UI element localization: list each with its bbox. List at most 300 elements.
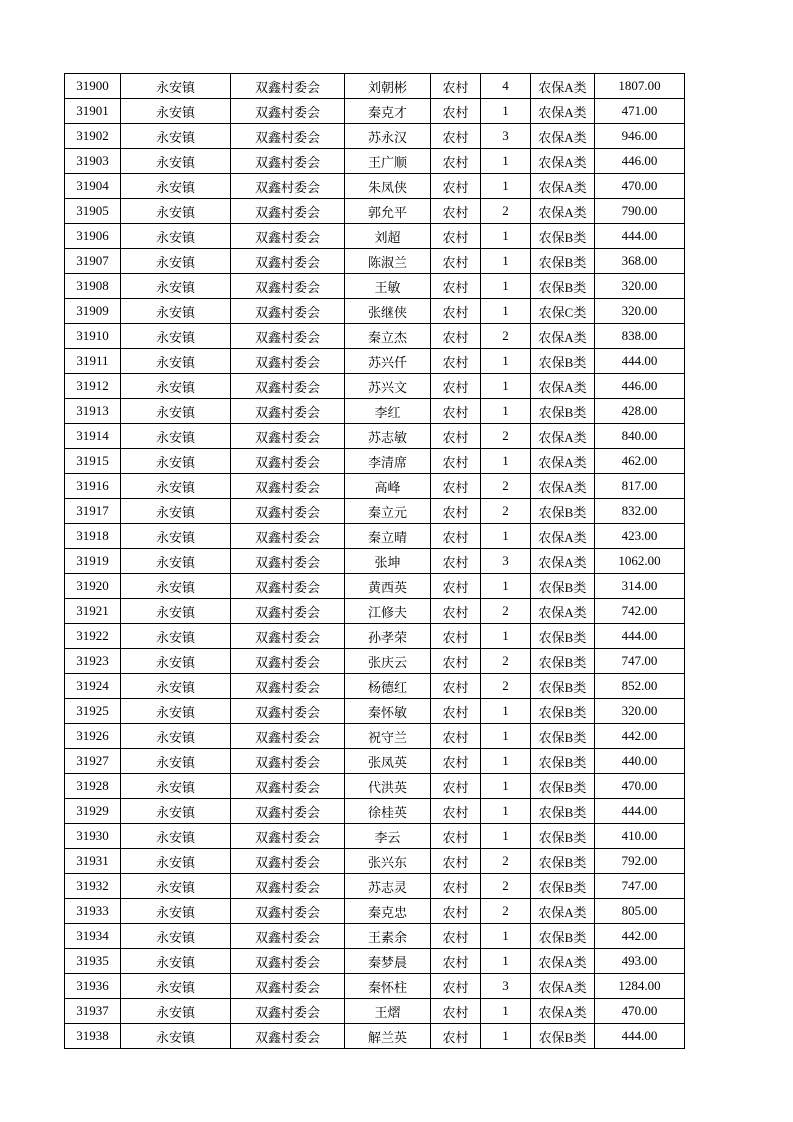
cell-village: 双鑫村委会 [231, 299, 345, 324]
cell-category: 农保C类 [531, 299, 595, 324]
cell-amount: 470.00 [595, 774, 685, 799]
cell-town: 永安镇 [121, 999, 231, 1024]
cell-category: 农保A类 [531, 124, 595, 149]
cell-amount: 840.00 [595, 424, 685, 449]
cell-name: 苏永汉 [345, 124, 431, 149]
cell-residence: 农村 [431, 724, 481, 749]
table-row [65, 874, 685, 899]
cell-town: 永安镇 [121, 824, 231, 849]
cell-residence: 农村 [431, 374, 481, 399]
cell-residence: 农村 [431, 799, 481, 824]
cell-amount: 314.00 [595, 574, 685, 599]
cell-id: 31912 [65, 374, 121, 399]
cell-count: 1 [481, 299, 531, 324]
cell-id: 31925 [65, 699, 121, 724]
table-row [65, 74, 685, 99]
table-row [65, 824, 685, 849]
cell-town: 永安镇 [121, 549, 231, 574]
cell-category: 农保A类 [531, 99, 595, 124]
cell-name: 解兰英 [345, 1024, 431, 1049]
table-row [65, 624, 685, 649]
cell-town: 永安镇 [121, 1024, 231, 1049]
cell-residence: 农村 [431, 599, 481, 624]
cell-name: 秦立晴 [345, 524, 431, 549]
cell-id: 31938 [65, 1024, 121, 1049]
cell-name: 秦怀敏 [345, 699, 431, 724]
cell-category: 农保B类 [531, 574, 595, 599]
cell-name: 苏志敏 [345, 424, 431, 449]
cell-amount: 832.00 [595, 499, 685, 524]
cell-count: 2 [481, 424, 531, 449]
cell-village: 双鑫村委会 [231, 349, 345, 374]
cell-village: 双鑫村委会 [231, 149, 345, 174]
cell-name: 陈淑兰 [345, 249, 431, 274]
cell-name: 黄西英 [345, 574, 431, 599]
cell-village: 双鑫村委会 [231, 274, 345, 299]
cell-village: 双鑫村委会 [231, 399, 345, 424]
cell-town: 永安镇 [121, 624, 231, 649]
table-row [65, 524, 685, 549]
cell-name: 高峰 [345, 474, 431, 499]
cell-residence: 农村 [431, 99, 481, 124]
cell-count: 1 [481, 224, 531, 249]
cell-amount: 470.00 [595, 999, 685, 1024]
cell-amount: 946.00 [595, 124, 685, 149]
cell-id: 31921 [65, 599, 121, 624]
cell-village: 双鑫村委会 [231, 999, 345, 1024]
cell-amount: 1062.00 [595, 549, 685, 574]
cell-village: 双鑫村委会 [231, 249, 345, 274]
cell-count: 1 [481, 699, 531, 724]
table-row [65, 649, 685, 674]
cell-count: 1 [481, 149, 531, 174]
table-row [65, 774, 685, 799]
cell-amount: 320.00 [595, 299, 685, 324]
cell-residence: 农村 [431, 449, 481, 474]
cell-category: 农保B类 [531, 624, 595, 649]
cell-count: 2 [481, 874, 531, 899]
cell-town: 永安镇 [121, 424, 231, 449]
cell-category: 农保B类 [531, 249, 595, 274]
cell-town: 永安镇 [121, 74, 231, 99]
cell-residence: 农村 [431, 924, 481, 949]
cell-count: 3 [481, 974, 531, 999]
cell-name: 王广顺 [345, 149, 431, 174]
cell-id: 31916 [65, 474, 121, 499]
table-row [65, 1024, 685, 1049]
cell-id: 31926 [65, 724, 121, 749]
cell-residence: 农村 [431, 624, 481, 649]
cell-village: 双鑫村委会 [231, 824, 345, 849]
cell-id: 31931 [65, 849, 121, 874]
cell-name: 李清席 [345, 449, 431, 474]
cell-amount: 442.00 [595, 924, 685, 949]
cell-residence: 农村 [431, 1024, 481, 1049]
cell-residence: 农村 [431, 249, 481, 274]
table-row [65, 224, 685, 249]
cell-name: 秦立杰 [345, 324, 431, 349]
cell-village: 双鑫村委会 [231, 1024, 345, 1049]
cell-count: 2 [481, 199, 531, 224]
cell-count: 1 [481, 824, 531, 849]
cell-village: 双鑫村委会 [231, 424, 345, 449]
cell-count: 1 [481, 174, 531, 199]
cell-residence: 农村 [431, 499, 481, 524]
table-row [65, 449, 685, 474]
cell-name: 苏兴仟 [345, 349, 431, 374]
cell-name: 李红 [345, 399, 431, 424]
cell-name: 杨德红 [345, 674, 431, 699]
table-row [65, 599, 685, 624]
cell-village: 双鑫村委会 [231, 74, 345, 99]
cell-residence: 农村 [431, 699, 481, 724]
cell-town: 永安镇 [121, 524, 231, 549]
cell-category: 农保B类 [531, 749, 595, 774]
cell-category: 农保B类 [531, 499, 595, 524]
cell-name: 秦立元 [345, 499, 431, 524]
cell-town: 永安镇 [121, 124, 231, 149]
cell-residence: 农村 [431, 424, 481, 449]
cell-category: 农保A类 [531, 324, 595, 349]
cell-id: 31908 [65, 274, 121, 299]
table-row [65, 399, 685, 424]
cell-town: 永安镇 [121, 149, 231, 174]
cell-residence: 农村 [431, 999, 481, 1024]
cell-amount: 444.00 [595, 349, 685, 374]
cell-residence: 农村 [431, 749, 481, 774]
table-row [65, 974, 685, 999]
cell-id: 31935 [65, 949, 121, 974]
cell-town: 永安镇 [121, 599, 231, 624]
cell-count: 2 [481, 599, 531, 624]
table-row [65, 949, 685, 974]
cell-residence: 农村 [431, 649, 481, 674]
cell-town: 永安镇 [121, 99, 231, 124]
cell-id: 31900 [65, 74, 121, 99]
cell-name: 张兴东 [345, 849, 431, 874]
cell-village: 双鑫村委会 [231, 924, 345, 949]
cell-village: 双鑫村委会 [231, 499, 345, 524]
cell-name: 张凤英 [345, 749, 431, 774]
cell-residence: 农村 [431, 899, 481, 924]
cell-category: 农保B类 [531, 849, 595, 874]
cell-amount: 493.00 [595, 949, 685, 974]
cell-residence: 农村 [431, 224, 481, 249]
cell-village: 双鑫村委会 [231, 899, 345, 924]
cell-town: 永安镇 [121, 924, 231, 949]
table-row [65, 749, 685, 774]
cell-residence: 农村 [431, 549, 481, 574]
cell-town: 永安镇 [121, 174, 231, 199]
table-row [65, 674, 685, 699]
table-row [65, 849, 685, 874]
cell-amount: 446.00 [595, 149, 685, 174]
table-row [65, 574, 685, 599]
cell-name: 秦克忠 [345, 899, 431, 924]
cell-amount: 320.00 [595, 274, 685, 299]
cell-name: 代洪英 [345, 774, 431, 799]
cell-id: 31910 [65, 324, 121, 349]
cell-amount: 320.00 [595, 699, 685, 724]
cell-town: 永安镇 [121, 474, 231, 499]
cell-id: 31903 [65, 149, 121, 174]
cell-amount: 742.00 [595, 599, 685, 624]
cell-count: 1 [481, 1024, 531, 1049]
cell-count: 2 [481, 474, 531, 499]
table-row [65, 999, 685, 1024]
cell-village: 双鑫村委会 [231, 849, 345, 874]
cell-count: 2 [481, 324, 531, 349]
cell-count: 1 [481, 399, 531, 424]
cell-count: 4 [481, 74, 531, 99]
cell-village: 双鑫村委会 [231, 574, 345, 599]
cell-category: 农保B类 [531, 349, 595, 374]
cell-amount: 790.00 [595, 199, 685, 224]
cell-residence: 农村 [431, 274, 481, 299]
cell-name: 秦怀柱 [345, 974, 431, 999]
cell-town: 永安镇 [121, 499, 231, 524]
cell-name: 张继侠 [345, 299, 431, 324]
cell-village: 双鑫村委会 [231, 649, 345, 674]
cell-village: 双鑫村委会 [231, 199, 345, 224]
cell-id: 31914 [65, 424, 121, 449]
cell-residence: 农村 [431, 574, 481, 599]
table-row [65, 799, 685, 824]
cell-town: 永安镇 [121, 299, 231, 324]
cell-amount: 1807.00 [595, 74, 685, 99]
cell-id: 31917 [65, 499, 121, 524]
cell-count: 1 [481, 799, 531, 824]
cell-id: 31927 [65, 749, 121, 774]
cell-category: 农保A类 [531, 999, 595, 1024]
cell-id: 31936 [65, 974, 121, 999]
cell-id: 31902 [65, 124, 121, 149]
cell-town: 永安镇 [121, 324, 231, 349]
cell-id: 31924 [65, 674, 121, 699]
cell-name: 祝守兰 [345, 724, 431, 749]
cell-residence: 农村 [431, 199, 481, 224]
cell-town: 永安镇 [121, 699, 231, 724]
cell-village: 双鑫村委会 [231, 949, 345, 974]
cell-village: 双鑫村委会 [231, 699, 345, 724]
cell-count: 1 [481, 374, 531, 399]
cell-category: 农保A类 [531, 424, 595, 449]
table-row [65, 499, 685, 524]
table-row [65, 424, 685, 449]
cell-residence: 农村 [431, 824, 481, 849]
cell-category: 农保B类 [531, 1024, 595, 1049]
cell-village: 双鑫村委会 [231, 124, 345, 149]
cell-residence: 农村 [431, 674, 481, 699]
cell-name: 秦梦晨 [345, 949, 431, 974]
cell-village: 双鑫村委会 [231, 374, 345, 399]
cell-count: 1 [481, 924, 531, 949]
cell-village: 双鑫村委会 [231, 724, 345, 749]
cell-name: 刘朝彬 [345, 74, 431, 99]
cell-count: 1 [481, 99, 531, 124]
cell-village: 双鑫村委会 [231, 224, 345, 249]
cell-id: 31920 [65, 574, 121, 599]
cell-category: 农保B类 [531, 699, 595, 724]
cell-amount: 470.00 [595, 174, 685, 199]
cell-residence: 农村 [431, 149, 481, 174]
cell-count: 1 [481, 249, 531, 274]
cell-id: 31909 [65, 299, 121, 324]
cell-residence: 农村 [431, 474, 481, 499]
cell-id: 31901 [65, 99, 121, 124]
cell-category: 农保A类 [531, 199, 595, 224]
cell-count: 1 [481, 524, 531, 549]
cell-count: 2 [481, 649, 531, 674]
cell-residence: 农村 [431, 949, 481, 974]
cell-id: 31933 [65, 899, 121, 924]
cell-id: 31904 [65, 174, 121, 199]
cell-count: 2 [481, 674, 531, 699]
cell-id: 31913 [65, 399, 121, 424]
cell-category: 农保A类 [531, 599, 595, 624]
cell-category: 农保A类 [531, 949, 595, 974]
cell-village: 双鑫村委会 [231, 974, 345, 999]
cell-amount: 1284.00 [595, 974, 685, 999]
cell-town: 永安镇 [121, 224, 231, 249]
cell-count: 1 [481, 574, 531, 599]
cell-id: 31937 [65, 999, 121, 1024]
cell-category: 农保B类 [531, 274, 595, 299]
cell-count: 1 [481, 749, 531, 774]
cell-amount: 747.00 [595, 874, 685, 899]
cell-name: 张坤 [345, 549, 431, 574]
cell-residence: 农村 [431, 974, 481, 999]
cell-category: 农保A类 [531, 524, 595, 549]
cell-category: 农保A类 [531, 899, 595, 924]
table-row [65, 924, 685, 949]
cell-id: 31922 [65, 624, 121, 649]
cell-id: 31911 [65, 349, 121, 374]
table-row [65, 324, 685, 349]
cell-name: 江修夫 [345, 599, 431, 624]
cell-amount: 442.00 [595, 724, 685, 749]
cell-category: 农保B类 [531, 774, 595, 799]
cell-amount: 440.00 [595, 749, 685, 774]
cell-residence: 农村 [431, 124, 481, 149]
cell-count: 1 [481, 724, 531, 749]
cell-name: 李云 [345, 824, 431, 849]
cell-count: 2 [481, 849, 531, 874]
cell-id: 31930 [65, 824, 121, 849]
cell-category: 农保B类 [531, 724, 595, 749]
payment-table [64, 73, 685, 1049]
cell-town: 永安镇 [121, 724, 231, 749]
cell-town: 永安镇 [121, 374, 231, 399]
table-row [65, 374, 685, 399]
cell-id: 31934 [65, 924, 121, 949]
cell-village: 双鑫村委会 [231, 749, 345, 774]
cell-town: 永安镇 [121, 899, 231, 924]
cell-id: 31906 [65, 224, 121, 249]
cell-town: 永安镇 [121, 399, 231, 424]
table-row [65, 199, 685, 224]
table-row [65, 299, 685, 324]
cell-amount: 471.00 [595, 99, 685, 124]
cell-amount: 444.00 [595, 624, 685, 649]
cell-amount: 410.00 [595, 824, 685, 849]
cell-amount: 446.00 [595, 374, 685, 399]
cell-amount: 838.00 [595, 324, 685, 349]
cell-residence: 农村 [431, 324, 481, 349]
cell-category: 农保B类 [531, 224, 595, 249]
cell-residence: 农村 [431, 349, 481, 374]
cell-town: 永安镇 [121, 949, 231, 974]
cell-town: 永安镇 [121, 649, 231, 674]
cell-residence: 农村 [431, 299, 481, 324]
cell-amount: 423.00 [595, 524, 685, 549]
cell-town: 永安镇 [121, 774, 231, 799]
cell-count: 1 [481, 274, 531, 299]
cell-id: 31929 [65, 799, 121, 824]
cell-name: 秦克才 [345, 99, 431, 124]
cell-count: 1 [481, 449, 531, 474]
cell-town: 永安镇 [121, 799, 231, 824]
cell-town: 永安镇 [121, 974, 231, 999]
cell-amount: 428.00 [595, 399, 685, 424]
cell-category: 农保A类 [531, 174, 595, 199]
cell-category: 农保B类 [531, 874, 595, 899]
cell-category: 农保A类 [531, 449, 595, 474]
cell-amount: 444.00 [595, 799, 685, 824]
table-body [65, 74, 685, 1049]
cell-amount: 792.00 [595, 849, 685, 874]
cell-name: 张庆云 [345, 649, 431, 674]
cell-amount: 817.00 [595, 474, 685, 499]
cell-category: 农保B类 [531, 399, 595, 424]
table-row [65, 174, 685, 199]
table-row [65, 699, 685, 724]
cell-residence: 农村 [431, 524, 481, 549]
cell-category: 农保A类 [531, 149, 595, 174]
cell-count: 1 [481, 999, 531, 1024]
cell-town: 永安镇 [121, 249, 231, 274]
cell-count: 1 [481, 949, 531, 974]
cell-village: 双鑫村委会 [231, 599, 345, 624]
table-row [65, 474, 685, 499]
cell-amount: 444.00 [595, 224, 685, 249]
table-row [65, 349, 685, 374]
cell-village: 双鑫村委会 [231, 449, 345, 474]
cell-village: 双鑫村委会 [231, 324, 345, 349]
cell-amount: 852.00 [595, 674, 685, 699]
cell-id: 31923 [65, 649, 121, 674]
cell-name: 王素余 [345, 924, 431, 949]
table-row [65, 274, 685, 299]
cell-town: 永安镇 [121, 449, 231, 474]
cell-id: 31919 [65, 549, 121, 574]
table-row [65, 549, 685, 574]
cell-id: 31932 [65, 874, 121, 899]
cell-count: 1 [481, 624, 531, 649]
cell-count: 2 [481, 499, 531, 524]
table-row [65, 149, 685, 174]
cell-town: 永安镇 [121, 349, 231, 374]
cell-name: 苏志灵 [345, 874, 431, 899]
cell-amount: 444.00 [595, 1024, 685, 1049]
cell-name: 郭允平 [345, 199, 431, 224]
cell-category: 农保A类 [531, 374, 595, 399]
cell-count: 1 [481, 349, 531, 374]
cell-category: 农保A类 [531, 474, 595, 499]
cell-village: 双鑫村委会 [231, 524, 345, 549]
cell-town: 永安镇 [121, 574, 231, 599]
cell-town: 永安镇 [121, 199, 231, 224]
